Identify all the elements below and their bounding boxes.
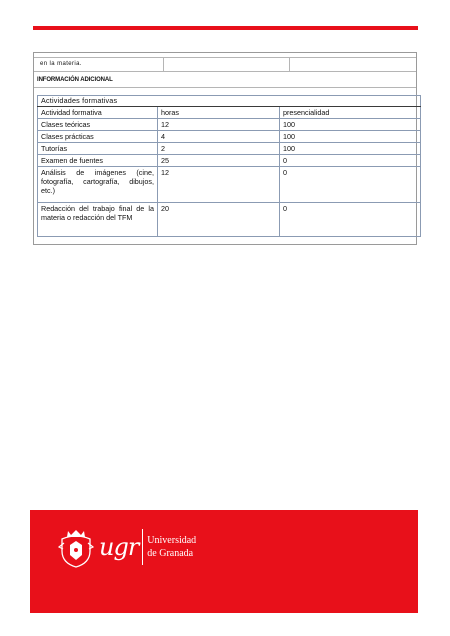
previous-row-cell-3 <box>290 58 416 71</box>
cell-hours: 20 <box>158 203 280 237</box>
cell-activity: Redacción del trabajo final de la materia o redacción del TFM <box>38 203 158 237</box>
cell-presence: 0 <box>280 167 421 203</box>
footer-banner <box>30 510 418 613</box>
cell-hours: 12 <box>158 119 280 131</box>
activities-table-wrapper <box>37 95 420 237</box>
header-activity: Actividad formativa <box>38 107 158 119</box>
header-red-bar <box>33 26 418 30</box>
previous-row-cell-2 <box>164 58 290 71</box>
table-row <box>38 167 421 203</box>
university-name <box>147 534 196 560</box>
section-divider <box>34 87 416 88</box>
section-title: INFORMACIÓN ADICIONAL <box>37 77 113 83</box>
cell-hours: 25 <box>158 155 280 167</box>
previous-table-row <box>34 57 416 72</box>
table-row <box>38 131 421 143</box>
university-name-line-2: de Granada <box>147 548 194 559</box>
table-row <box>38 143 421 155</box>
cell-activity: Análisis de imágenes (cine, fotografía, cartografía, dibujos, etc.) <box>38 167 158 203</box>
table-row <box>38 155 421 167</box>
cell-presence: 100 <box>280 119 421 131</box>
cell-activity: Tutorías <box>38 143 158 155</box>
table-header-row <box>38 107 421 119</box>
header-presence: presencialidad <box>280 107 421 119</box>
cell-presence: 0 <box>280 203 421 237</box>
previous-row-text: en la materia. <box>34 58 164 71</box>
table-row <box>38 203 421 237</box>
cell-activity: Clases teóricas <box>38 119 158 131</box>
logo-divider <box>142 529 143 565</box>
header-hours: horas <box>158 107 280 119</box>
cell-activity: Clases prácticas <box>38 131 158 143</box>
activities-table <box>37 95 421 237</box>
cell-hours: 4 <box>158 131 280 143</box>
cell-hours: 2 <box>158 143 280 155</box>
university-crest-icon <box>58 525 94 569</box>
table-row <box>38 119 421 131</box>
content-frame <box>33 52 417 245</box>
cell-activity: Examen de fuentes <box>38 155 158 167</box>
university-logo <box>58 525 196 569</box>
cell-hours: 12 <box>158 167 280 203</box>
cell-presence: 100 <box>280 143 421 155</box>
table-caption: Actividades formativas <box>38 96 421 107</box>
university-name-line-1: Universidad <box>147 535 197 546</box>
cell-presence: 0 <box>280 155 421 167</box>
cell-presence: 100 <box>280 131 421 143</box>
ugr-logotype: ugr <box>99 533 139 561</box>
